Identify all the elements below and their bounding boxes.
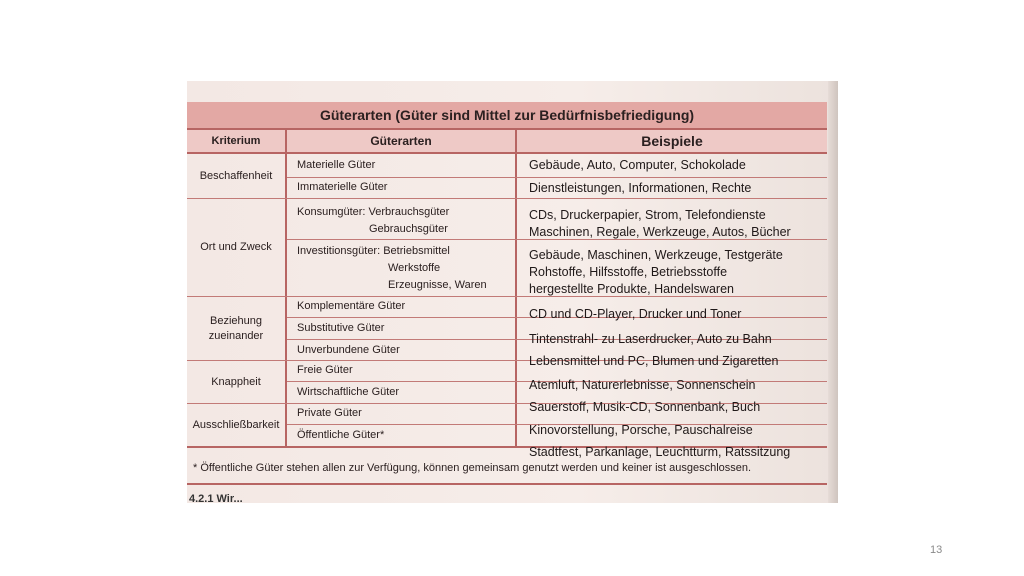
beispiel-line: Maschinen, Regale, Werkzeuge, Autos, Bücher bbox=[529, 225, 791, 239]
next-section-heading: 4.2.1 Wir... bbox=[189, 493, 243, 503]
kriterium-cell: Ausschließbarkeit bbox=[192, 418, 280, 431]
gut-line: Konsumgüter: Verbrauchsgüter bbox=[297, 206, 450, 218]
textbook-photo bbox=[187, 81, 838, 503]
beispiel-line: CDs, Druckerpapier, Strom, Telefondienste bbox=[529, 208, 766, 222]
gut-line: Investitionsgüter: Betriebsmittel bbox=[297, 245, 450, 257]
beispiel-cell: Sauerstoff, Musik-CD, Sonnenbank, Buch bbox=[529, 400, 761, 414]
gut-cell: Materielle Güter bbox=[297, 159, 376, 171]
beispiel-cell: CD und CD-Player, Drucker und Toner bbox=[529, 307, 742, 321]
beispiel-cell: Kinovorstellung, Porsche, Pauschalreise bbox=[529, 423, 753, 437]
gut-line: Gebrauchsgüter bbox=[369, 223, 448, 235]
gut-cell: Private Güter bbox=[297, 407, 362, 419]
gut-cell bbox=[297, 243, 487, 294]
kriterium-cell: Beziehung zueinander bbox=[208, 314, 264, 342]
beispiel-cell: Stadtfest, Parkanlage, Leuchtturm, Ratssitzung bbox=[529, 445, 791, 459]
kriterium-cell: Knappheit bbox=[211, 375, 261, 388]
kriterium-cell: Ort und Zweck bbox=[200, 241, 272, 253]
beispiel-line: Gebäude, Maschinen, Werkzeuge, Testgeräte bbox=[529, 248, 783, 262]
gut-cell: Öffentliche Güter* bbox=[297, 429, 385, 441]
page-edge bbox=[828, 81, 838, 503]
gut-line: Werkstoffe bbox=[388, 262, 441, 274]
gut-cell: Substitutive Güter bbox=[297, 322, 385, 334]
row-divider bbox=[287, 177, 827, 178]
gut-cell bbox=[297, 204, 449, 238]
beispiel-line: Rohstoffe, Hilfsstoffe, Betriebsstoffe bbox=[529, 265, 728, 279]
gut-cell: Freie Güter bbox=[297, 364, 353, 376]
beispiel-cell: Atemluft, Naturerlebnisse, Sonnenschein bbox=[529, 378, 756, 392]
gut-line: Erzeugnisse, Waren bbox=[388, 279, 487, 291]
footnote: * Öffentliche Güter stehen allen zur Verfügung, können gemeinsam genutzt werden und keiner ist ausgeschlossen. bbox=[193, 462, 752, 474]
beispiel-cell bbox=[529, 247, 783, 298]
gut-cell: Wirtschaftliche Güter bbox=[297, 386, 400, 398]
footnote-bottom-line bbox=[187, 483, 827, 485]
header-gueterarten: Güterarten bbox=[287, 130, 515, 154]
kriterium-cell: Beschaffenheit bbox=[199, 169, 273, 182]
header-beispiele: Beispiele bbox=[517, 130, 827, 154]
beispiel-cell: Tintenstrahl- zu Laserdrucker, Auto zu Bahn bbox=[529, 332, 772, 346]
beispiel-line: hergestellte Produkte, Handelswaren bbox=[529, 282, 734, 296]
gut-cell: Unverbundene Güter bbox=[297, 344, 400, 356]
beispiel-cell bbox=[529, 207, 791, 241]
table-title: Güterarten (Güter sind Mittel zur Bedürfnisbefriedigung) bbox=[187, 102, 827, 130]
beispiel-cell: Lebensmittel und PC, Blumen und Zigaretten bbox=[529, 354, 779, 368]
slide-page-number: 13 bbox=[930, 544, 943, 556]
beispiel-cell: Gebäude, Auto, Computer, Schokolade bbox=[529, 158, 746, 172]
gut-cell: Komplementäre Güter bbox=[297, 300, 406, 312]
gut-cell: Immaterielle Güter bbox=[297, 181, 388, 193]
header-kriterium: Kriterium bbox=[187, 130, 285, 154]
beispiel-cell: Dienstleistungen, Informationen, Rechte bbox=[529, 181, 752, 195]
